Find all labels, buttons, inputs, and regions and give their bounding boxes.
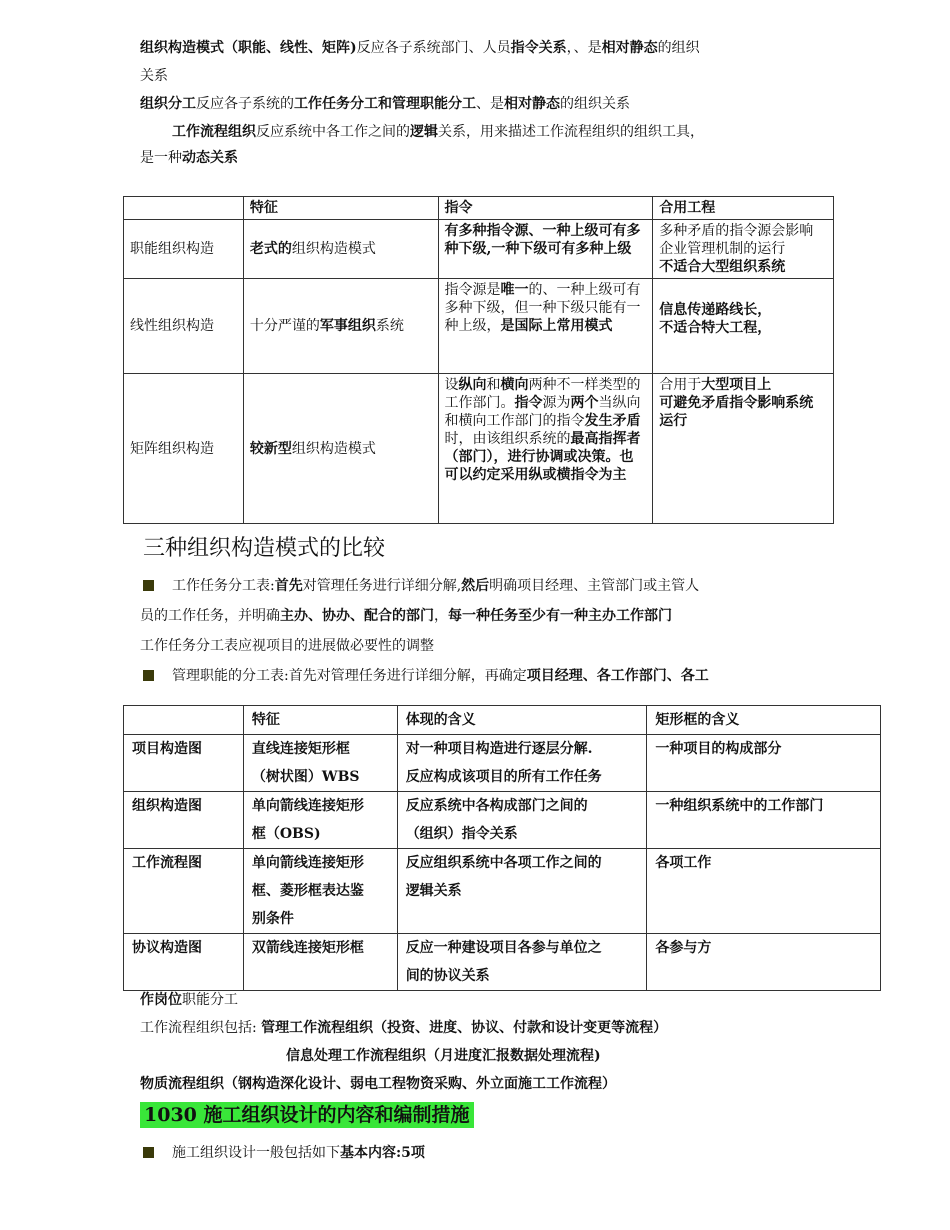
text: 反应组织系统中各项工作之间的	[405, 855, 602, 871]
text: 项目经理、各工作部门、各工	[526, 668, 709, 684]
text: 反应构成该项目的所有工作任务	[405, 769, 602, 785]
text: 动态关系	[182, 150, 238, 166]
row-feature	[243, 220, 438, 279]
text: 和	[486, 377, 501, 393]
text: 逻辑	[410, 124, 438, 140]
text: 管理职能的分工表:首先对管理任务进行详细分解，再确定	[172, 668, 527, 684]
row-apply	[653, 374, 834, 524]
text: 的、一种上级可有多种下级，但一种下级只能有一种上级，	[444, 282, 641, 334]
row-name: 职能组织构造	[124, 220, 244, 279]
text: 反应一种建设项目各参与单位之	[405, 940, 602, 956]
text: 组织构造模式（职能、线性、矩阵)	[140, 40, 357, 56]
header-cell: 特征	[243, 197, 438, 220]
after-line-3: 信息处理工作流程组织（月进度汇报数据处理流程)	[286, 1048, 601, 1064]
table-row	[124, 849, 881, 934]
text: 大型项目上	[701, 377, 772, 393]
bullet-1-line-1	[172, 576, 699, 596]
text: 然后	[461, 578, 490, 594]
text: 逻辑关系	[405, 883, 462, 899]
table-row	[124, 279, 834, 374]
header-cell: 体现的含义	[397, 706, 647, 735]
text: 时，由该组织系统的	[444, 431, 571, 447]
row-name: 矩阵组织构造	[124, 374, 244, 524]
row-command: 有多种指令源、一种上级可有多种下级,一种下级可有多种上级	[438, 220, 653, 279]
row-box: 各项工作	[647, 849, 881, 934]
text: 框（OBS)	[251, 826, 321, 842]
text: 可避免矛盾指令影响系统运行	[659, 395, 814, 429]
row-command	[438, 279, 653, 374]
text: 不适合大型组织系统	[659, 259, 786, 275]
table-row	[124, 220, 834, 279]
text: 工作任务分工和管理职能分工	[294, 96, 476, 112]
row-name: 工作流程图	[124, 849, 244, 934]
row-name: 组织构造图	[124, 792, 244, 849]
row-meaning	[397, 735, 647, 792]
text: 管理工作流程组织（投资、进度、协议、付款和设计变更等流程）	[261, 1020, 668, 1036]
row-command	[438, 374, 653, 524]
text: 5项	[401, 1145, 425, 1161]
text: 每一种任务至少有一种主办工作部门	[448, 608, 672, 624]
text: 反应各子系统的	[196, 96, 294, 112]
text: 是一种	[140, 150, 182, 166]
text: 首先	[274, 578, 303, 594]
text: 较新型	[249, 440, 292, 457]
text: 对管理任务进行详细分解,	[302, 578, 462, 594]
bullet-3-line	[172, 1143, 425, 1163]
table-header-row	[124, 197, 834, 220]
text: 工作任务分工表:	[172, 578, 275, 594]
text: ，	[434, 608, 448, 624]
square-bullet-icon	[143, 670, 154, 681]
text: 组织分工	[140, 96, 196, 112]
row-box: 各参与方	[647, 934, 881, 991]
text: 反应系统中各构成部门之间的	[405, 798, 588, 814]
text: 单向箭线连接矩形	[251, 855, 364, 871]
intro-paragraph-1-cont: 关系	[140, 68, 168, 84]
intro-paragraph-3-cont	[140, 148, 238, 168]
square-bullet-icon	[143, 580, 154, 591]
row-name: 协议构造图	[124, 934, 244, 991]
text: 相对静态	[601, 40, 658, 56]
header-cell	[124, 706, 244, 735]
text: 最高指挥者（部门），进行协调或决策。也可以约定采用纵或横指令为主	[444, 431, 641, 483]
text: 横向	[500, 377, 529, 393]
text: 源为	[542, 395, 571, 411]
text: 的组织关系	[560, 96, 630, 112]
text: （组织）指令关系	[405, 826, 518, 842]
row-feature	[243, 792, 397, 849]
row-feature	[243, 849, 397, 934]
text: 不适合特大工程，	[659, 320, 772, 336]
text: 指令关系	[510, 40, 567, 56]
row-feature	[243, 279, 438, 374]
header-cell	[124, 197, 244, 220]
text: 反应各子系统部门、人员	[356, 40, 511, 56]
row-apply	[653, 220, 834, 279]
text: 作岗位	[140, 992, 182, 1008]
text: 工作流程组织	[172, 124, 256, 140]
table-row	[124, 792, 881, 849]
row-feature	[243, 374, 438, 524]
row-meaning	[397, 792, 647, 849]
row-box: 一种项目的构成部分	[647, 735, 881, 792]
text: 反应系统中各工作之间的	[256, 124, 410, 140]
table-header-row	[124, 706, 881, 735]
row-feature: 双箭线连接矩形框	[243, 934, 397, 991]
intro-paragraph-1	[140, 38, 700, 58]
text: 指令源是	[444, 282, 501, 298]
text: 军事组织	[319, 318, 376, 334]
text: （树状图）WBS	[251, 769, 360, 785]
intro-paragraph-3	[172, 122, 704, 142]
text: 关系，用来描述工作流程组织的组织工具，	[438, 124, 704, 140]
text: 工作流程组织包括:	[140, 1020, 257, 1036]
text: 员的工作任务，并明确	[140, 608, 280, 624]
text: ，、是	[566, 40, 602, 56]
text: 是国际上常用模式	[500, 318, 613, 334]
header-cell: 特征	[243, 706, 397, 735]
text: 设	[444, 377, 459, 393]
text: 职能分工	[182, 992, 238, 1008]
text: 两个	[570, 395, 599, 411]
text: 指令	[514, 395, 543, 411]
section-heading: 三种组织构造模式的比较	[143, 536, 386, 561]
text: 老式的	[249, 241, 292, 257]
text: 对一种项目构造进行逐层分解.	[405, 741, 593, 757]
table-row	[124, 934, 881, 991]
header-cell: 指令	[438, 197, 653, 220]
text: 框、菱形框表达鉴	[251, 883, 364, 899]
text: 间的协议关系	[405, 968, 490, 984]
table-row	[124, 374, 834, 524]
row-meaning	[397, 849, 647, 934]
text: 相对静态	[504, 96, 560, 112]
text: 信息传递路线长，	[659, 302, 772, 318]
header-cell: 合用工程	[653, 197, 834, 220]
diagram-types-table	[123, 705, 881, 991]
note-line: 工作任务分工表应视项目的进展做必要性的调整	[140, 638, 434, 654]
text: 组织构造模式	[291, 241, 376, 257]
row-meaning	[397, 934, 647, 991]
text: 直线连接矩形框	[251, 741, 350, 757]
bullet-1-line-2	[140, 606, 672, 626]
bullet-2-line	[172, 666, 709, 686]
square-bullet-icon	[143, 1147, 154, 1158]
row-name: 线性组织构造	[124, 279, 244, 374]
row-name: 项目构造图	[124, 735, 244, 792]
row-apply	[653, 279, 834, 374]
text: 唯一	[500, 282, 529, 298]
text: 、是	[476, 96, 504, 112]
text: 施工组织设计一般包括如下	[172, 1145, 340, 1161]
text: 当纵向和横向工作部门的指令	[444, 395, 641, 429]
text: 两种不一样类型的工作部门。	[444, 377, 641, 411]
row-box: 一种组织系统中的工作部门	[647, 792, 881, 849]
after-line-2	[140, 1018, 667, 1038]
after-line-1	[140, 990, 238, 1010]
text: 别条件	[251, 911, 294, 927]
text: 十分严谨的	[249, 318, 320, 334]
text: 纵向	[458, 377, 487, 393]
row-feature	[243, 735, 397, 792]
text: 合用于	[659, 377, 702, 393]
intro-paragraph-2	[140, 94, 630, 114]
text: 单向箭线连接矩形	[251, 798, 364, 814]
text: 多种矛盾的指令源会影响企业管理机制的运行	[659, 223, 814, 257]
table-row	[124, 735, 881, 792]
after-line-4: 物质流程组织（钢构造深化设计、弱电工程物资采购、外立面施工工作流程）	[140, 1076, 616, 1092]
text: 的组织	[657, 40, 700, 56]
text: 发生矛盾	[584, 413, 641, 429]
text: 组织构造模式	[291, 440, 376, 457]
text: 系统	[375, 318, 404, 334]
section-title-highlighted: 1030 施工组织设计的内容和编制措施	[140, 1102, 474, 1128]
header-cell: 矩形框的含义	[647, 706, 881, 735]
text: 主办、协办、配合的部门	[280, 608, 434, 624]
text: 明确项目经理、主管部门或主管人	[489, 578, 700, 594]
org-structure-table	[123, 196, 834, 524]
text: 基本内容:	[340, 1145, 402, 1161]
